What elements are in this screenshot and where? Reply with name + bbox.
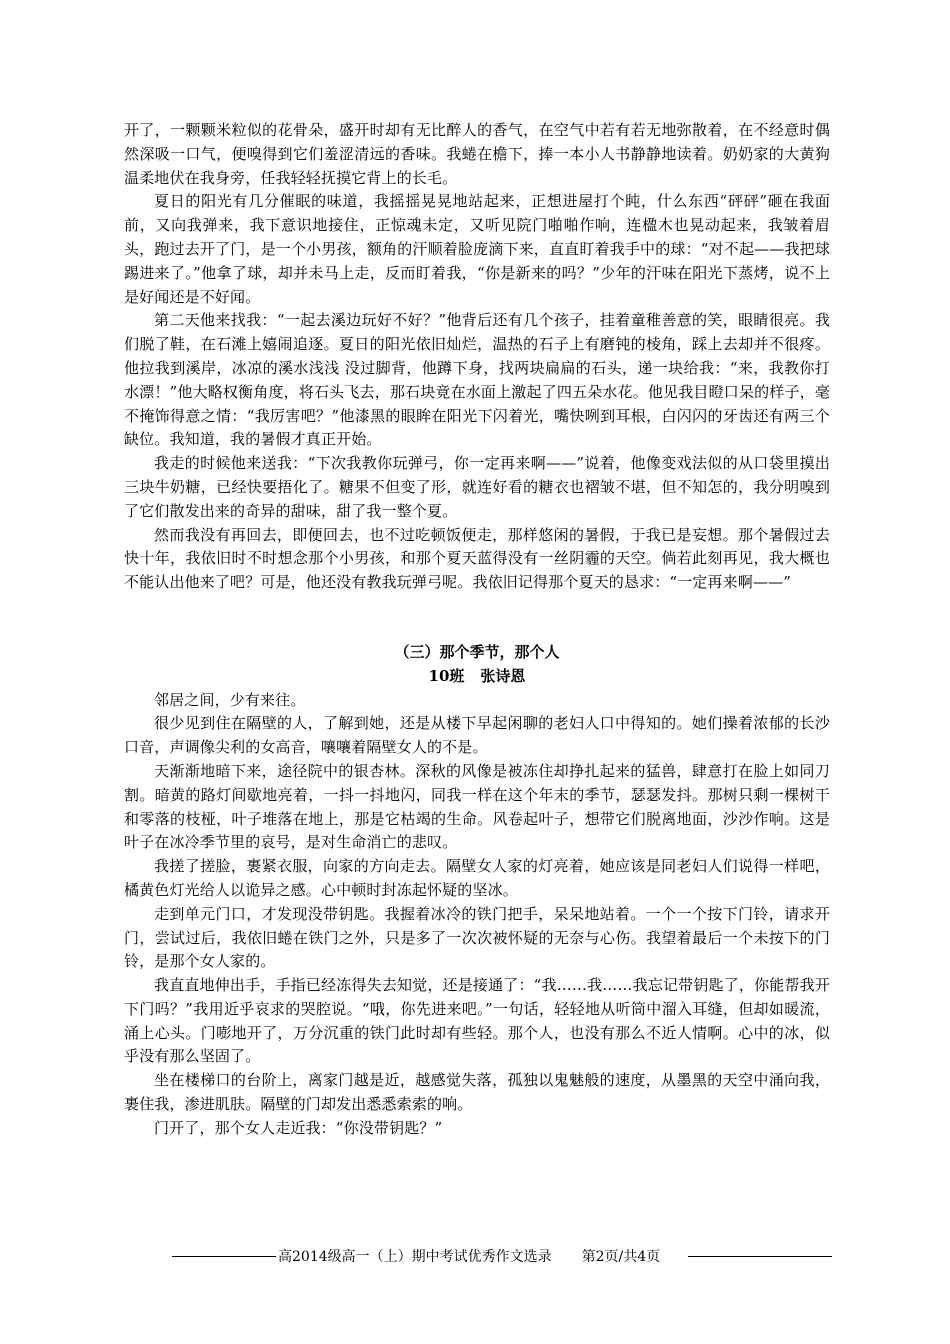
story-three-section	[124, 641, 830, 1141]
paragraph: 邻居之间，少有来往。	[154, 690, 306, 709]
paragraph: 然而我没有再回去，即便回去，也不过吃顿饭便走，那样悠闲的暑假，于我已是妄想。那个暑假过去快十年，我依旧时不时想念那个小男孩，和那个夏天蓝得没有一丝阴霾的天空。倘若此刻再见，我大概也不能认出他来了吧？可是，他还没有教我玩弹弓呢。我依旧记得那个夏天的恳求：“一定再来啊——”	[124, 525, 830, 592]
paragraph: 很少见到住在隔壁的人，了解到她，还是从楼下早起闲聊的老妇人口中得知的。她们操着浓郁的长沙口音，声调像尖利的女高音，嚷嚷着隔壁女人的不是。	[124, 714, 830, 757]
paragraph: 天渐渐地暗下来，途径院中的银杏林。深秋的风像是被冻住却挣扎起来的猛兽，肆意打在脸上如同刀割。暗黄的路灯间歇地亮着，一抖一抖地闪，同我一样在这个年末的季节，瑟瑟发抖。那树只剩一棵树干和零落的枝桠，叶子堆落在地上，那是它枯竭的生命。风卷起叶子，想带它们脱离地面，沙沙作响。这是叶子在冰冷季节里的哀号，是对生命消亡的悲叹。	[124, 761, 830, 852]
footer-rule-right	[688, 1256, 832, 1257]
page-footer	[172, 1246, 860, 1266]
essay-byline	[124, 665, 830, 689]
story-two-section	[124, 119, 830, 595]
paragraph: 走到单元门口，才发现没带钥匙。我握着冰冷的铁门把手，呆呆地站着。一个一个按下门铃，请求开门，尝试过后，我依旧蜷在铁门之外，只是多了一次次被怀疑的无奈与心伤。我望着最后一个未按下的门铃，是那个女人家的。	[124, 904, 830, 971]
paragraph: 我直直地伸出手，手指已经冻得失去知觉，还是接通了：“我……我……我忘记带钥匙了，你能帮我开下门吗？”我用近乎哀求的哭腔说。“哦，你先进来吧。”一句话，轻轻地从听筒中溜入耳缝，但却如暖流，涌上心头。门嘭地开了，万分沉重的铁门此时却有些轻。那个人，也没有那么不近人情啊。心中的冰，似乎没有那么坚固了。	[124, 976, 830, 1066]
section-spacer	[124, 595, 830, 641]
essay-title: （三）那个季节，那个人	[394, 642, 560, 661]
paragraph: 我搓了搓脸，裹紧衣服，向家的方向走去。隔壁女人家的灯亮着，她应该是同老妇人们说得一样吧，橘黄色灯光给人以诡异之感。心中顿时封冻起怀疑的坚冰。	[124, 857, 830, 899]
footer-rule-left	[172, 1256, 276, 1257]
paragraph: 门开了，那个女人走近我：“你没带钥匙？”	[154, 1118, 443, 1137]
author-name: 张诗恩	[480, 666, 526, 685]
paragraph: 夏日的阳光有几分催眠的味道，我摇摇晃晃地站起来，正想进屋打个盹，什么东西“砰砰”砸在我面前，又向我弹来，我下意识地接住，正惊魂未定，又听见院门啪啪作响，连楹木也晃动起来，我皱着眉头，跑过去开了门，是一个小男孩，额角的汗顺着脸庞滴下来，直直盯着我手中的球：“对不起——我把球踢进来了。”他拿了球，却并未马上走，反而盯着我，“你是新来的吗？”少年的汗味在阳光下蒸烤，说不上是好闻还是不好闻。	[124, 192, 830, 306]
paragraph: 第二天他来找我：“一起去溪边玩好不好？”他背后还有几个孩子，挂着童稚善意的笑，眼睛很亮。我们脱了鞋，在石滩上嬉闹追逐。夏日的阳光依旧灿烂，温热的石子上有磨钝的棱角，踩上去却并不很疼。他拉我到溪岸，冰凉的溪水浅浅 没过脚背，他蹲下身，找两块扁扁的石头，递一块给我：“来，我教你打水漂！”他大略权衡角度，将石头飞去，那石块竟在水面上激起了四五朵水花。他见我目瞪口呆的样子，毫不掩饰得意之情：“我厉害吧？”他漆黑的眼眸在阳光下闪着光，嘴快咧到耳根，白闪闪的牙齿还有两三个缺位。我知道，我的暑假才真正开始。	[124, 311, 830, 449]
paragraph: 坐在楼梯口的台阶上，离家门越是近，越感觉失落，孤独以鬼魅般的速度，从墨黑的天空中涌向我，裹住我，渗进肌肤。隔壁的门却发出悉悉索索的响。	[124, 1071, 830, 1114]
document-body	[124, 119, 830, 1141]
paragraph: 开了，一颗颗米粒似的花骨朵，盛开时却有无比醉人的香气，在空气中若有若无地弥散着，在不经意时偶然深吸一口气，便嗅得到它们羞涩清远的香味。我蜷在檐下，捧一本小人书静静地读着。奶奶家的大黄狗温柔地伏在我身旁，任我轻轻抚摸它背上的长毛。	[124, 121, 830, 187]
footer-caption: 高2014级高一（上）期中考试优秀作文选录	[278, 1249, 552, 1265]
paragraph: 我走的时候他来送我：“下次我教你玩弹弓，你一定再来啊——”说着，他像变戏法似的从口袋里摸出三块牛奶糖，已经快要捂化了。糖果不但变了形，就连好看的糖衣也褶皱不堪，但不知怎的，我分明嗅到了它们散发出来的奇异的甜味，甜了我一整个夏。	[124, 454, 830, 520]
class-label: 10班	[428, 666, 465, 685]
page-number: 第2页/共4页	[581, 1249, 661, 1265]
